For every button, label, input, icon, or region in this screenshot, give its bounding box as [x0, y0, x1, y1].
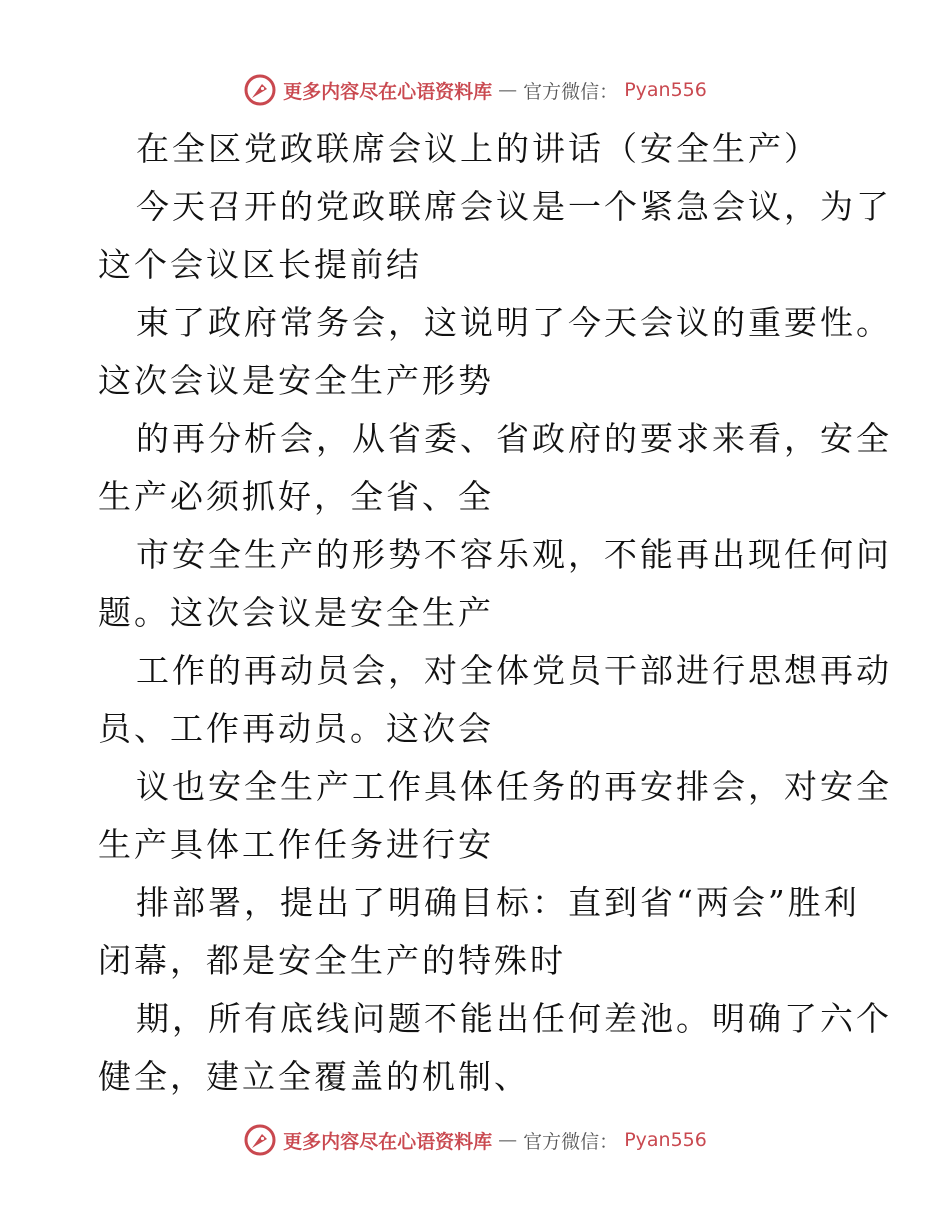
document-title: 在全区党政联席会议上的讲话（安全生产）	[136, 129, 820, 168]
document-body	[98, 120, 892, 1106]
text-line: 健全，建立全覆盖的机制、	[98, 1057, 530, 1096]
text-line: 市安全生产的形势不容乐观，不能再出现任何问	[136, 535, 892, 574]
watermark-wechat-label: 官方微信：	[523, 1130, 619, 1153]
text-line: 生产具体工作任务进行安	[98, 825, 494, 864]
text-line: 期，所有底线问题不能出任何差池。明确了六个	[136, 999, 892, 1038]
text-line: 闭幕，都是安全生产的特殊时	[98, 941, 566, 980]
text-line: 议也安全生产工作具体任务的再安排会，对安全	[136, 767, 892, 806]
text-line: 排部署，提出了明确目标：直到省“两会”胜利	[136, 883, 860, 922]
watermark-site-text: 更多内容尽在心语资料库	[283, 1130, 493, 1153]
watermark-wechat-label: 官方微信：	[523, 80, 619, 103]
text-line: 题。这次会议是安全生产	[98, 593, 494, 632]
text-line: 这次会议是安全生产形势	[98, 361, 494, 400]
text-line: 工作的再动员会，对全体党员干部进行思想再动	[136, 651, 892, 690]
text-line: 生产必须抓好，全省、全	[98, 477, 494, 516]
text-line: 的再分析会，从省委、省政府的要求来看，安全	[136, 419, 892, 458]
watermark-wechat-id: Pyan556	[624, 79, 707, 101]
text-line: 束了政府常务会，这说明了今天会议的重要性。	[136, 303, 892, 342]
watermark-site-text: 更多内容尽在心语资料库	[283, 80, 493, 103]
pen-nib-circle-icon	[243, 1123, 277, 1157]
footer-watermark	[0, 1120, 950, 1160]
text-line: 今天召开的党政联席会议是一个紧急会议，为了	[136, 187, 892, 226]
pen-nib-circle-icon	[243, 73, 277, 107]
header-watermark	[0, 70, 950, 110]
watermark-separator: —	[498, 79, 518, 101]
text-line: 这个会议区长提前结	[98, 245, 422, 284]
watermark-wechat-id: Pyan556	[624, 1129, 707, 1151]
watermark-separator: —	[498, 1129, 518, 1151]
text-line: 员、工作再动员。这次会	[98, 709, 494, 748]
